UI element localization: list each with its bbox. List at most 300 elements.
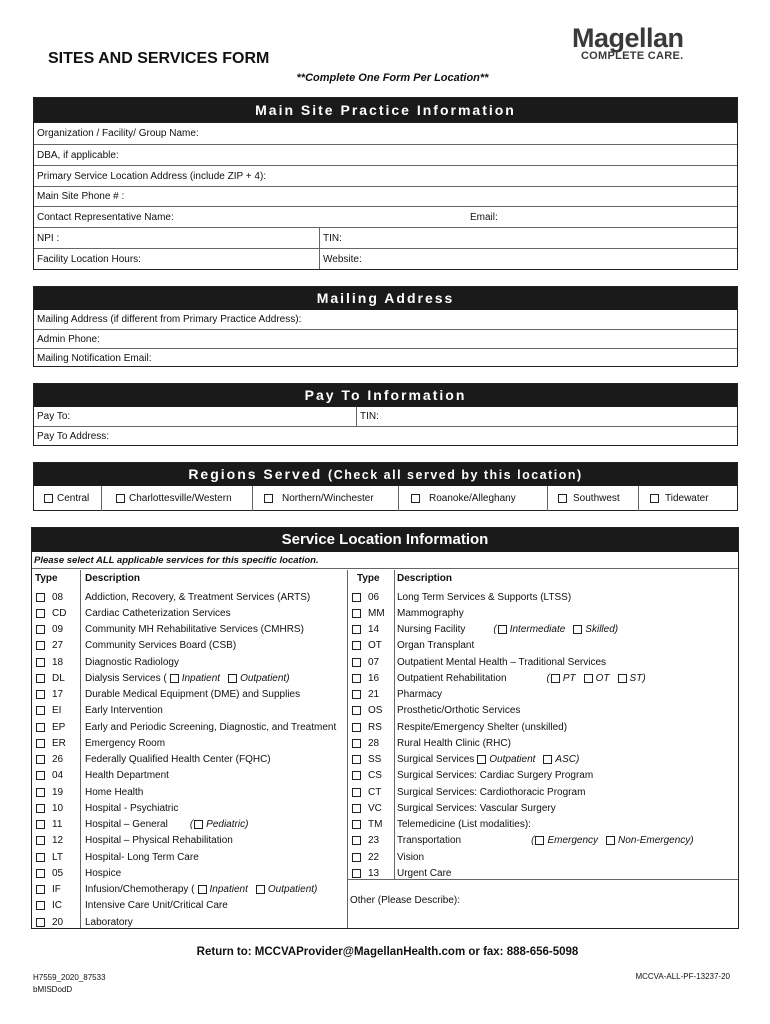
checkbox-icon[interactable]: [352, 771, 361, 780]
service-type-code: EP: [52, 721, 66, 733]
region-label: Charlottesville/Western: [129, 493, 232, 504]
form-id: MCCVA-ALL-PF-13237-20: [635, 972, 730, 981]
divider: [347, 570, 348, 928]
checkbox-icon[interactable]: [116, 494, 125, 503]
option-paren: (: [189, 819, 194, 831]
service-option[interactable]: [535, 835, 598, 846]
service-type-code: TM: [368, 819, 383, 831]
service-desc-text: Nursing Facility: [397, 624, 466, 636]
service-description: [85, 865, 121, 881]
service-row[interactable]: [36, 898, 62, 914]
service-desc-text: Surgical Services: Vascular Surgery: [397, 802, 556, 814]
service-description: [397, 752, 579, 768]
npi-label: NPI :: [37, 232, 60, 244]
service-option[interactable]: [477, 754, 535, 765]
service-type-code: CD: [52, 607, 67, 619]
service-option[interactable]: [606, 835, 694, 846]
service-row[interactable]: [36, 752, 63, 768]
checkbox-icon[interactable]: [477, 755, 486, 764]
service-description: [85, 849, 199, 865]
service-row[interactable]: [36, 719, 65, 735]
service-type-code: 07: [368, 656, 380, 668]
service-desc-text: Organ Transplant: [397, 640, 475, 652]
website-label: Website:: [323, 253, 362, 265]
checkbox-icon[interactable]: [44, 494, 53, 503]
service-row[interactable]: [352, 654, 379, 670]
checkbox-icon[interactable]: [411, 494, 420, 503]
checkbox-icon[interactable]: [36, 674, 45, 683]
service-row[interactable]: [36, 914, 63, 930]
contact-field[interactable]: [34, 206, 737, 227]
mailing-section: [33, 286, 738, 367]
service-row[interactable]: [352, 605, 385, 621]
service-row[interactable]: [352, 670, 379, 686]
checkbox-icon[interactable]: [352, 706, 361, 715]
checkbox-icon[interactable]: [256, 885, 265, 894]
regions-row: [34, 486, 737, 511]
service-option[interactable]: [543, 754, 579, 765]
checkbox-icon[interactable]: [352, 804, 361, 813]
checkbox-icon[interactable]: [352, 609, 361, 618]
service-description: [85, 882, 317, 898]
pay-to-label: Pay To:: [37, 411, 71, 422]
service-row[interactable]: [36, 589, 63, 605]
service-row[interactable]: [36, 687, 63, 703]
option-paren: (: [493, 624, 497, 636]
service-description: [397, 670, 646, 686]
service-desc-text: Early Intervention: [85, 705, 163, 717]
service-description: [85, 800, 178, 816]
service-type-code: CS: [368, 770, 382, 782]
region-northern[interactable]: [264, 486, 374, 511]
option-label: Emergency: [547, 835, 599, 847]
service-option[interactable]: [194, 819, 248, 830]
service-row[interactable]: [352, 784, 381, 800]
service-description: [85, 687, 300, 703]
option-label: Intermediate: [509, 624, 566, 636]
phone-field[interactable]: [34, 186, 737, 206]
region-label: Central: [57, 493, 90, 504]
region-southwest[interactable]: [558, 486, 620, 511]
region-label: Roanoke/Alleghany: [429, 493, 516, 504]
pay-to-heading: Pay To Information: [34, 384, 737, 407]
divider: [394, 570, 395, 879]
service-row[interactable]: [36, 638, 63, 654]
checkbox-icon[interactable]: [352, 674, 361, 683]
service-row[interactable]: [36, 865, 63, 881]
service-row[interactable]: [352, 752, 381, 768]
service-desc-text: Early and Periodic Screening, Diagnostic, and Treatment: [85, 721, 337, 733]
service-type-code: 18: [52, 656, 64, 668]
logo-main-text: Magellan: [572, 23, 684, 53]
tin-field[interactable]: [319, 228, 342, 248]
org-name-field[interactable]: [34, 123, 737, 144]
service-description: [85, 914, 133, 930]
mailing-address-field[interactable]: [34, 310, 737, 329]
service-type-code: VC: [368, 802, 382, 814]
checkbox-icon[interactable]: [352, 836, 361, 845]
service-description: [85, 622, 304, 638]
option-label: ASC): [555, 754, 580, 766]
form-subtitle: **Complete One Form Per Location**: [296, 72, 489, 84]
service-type-code: 10: [52, 802, 64, 814]
service-type-code: 12: [52, 835, 64, 847]
service-desc-text: Rural Health Clinic (RHC): [397, 737, 511, 749]
service-type-code: 20: [52, 916, 64, 928]
checkbox-icon[interactable]: [36, 625, 45, 634]
service-description: [85, 703, 163, 719]
service-type-code: 05: [52, 867, 64, 879]
service-description: [85, 719, 336, 735]
service-row[interactable]: [36, 849, 63, 865]
checkbox-icon[interactable]: [36, 918, 45, 927]
checkbox-icon[interactable]: [36, 820, 45, 829]
npi-field[interactable]: [34, 227, 737, 248]
service-desc-text: Surgical Services: Cardiac Surgery Program: [397, 770, 594, 782]
service-description: [85, 589, 310, 605]
service-description: [85, 833, 233, 849]
service-row[interactable]: [352, 865, 379, 881]
service-description: [85, 768, 169, 784]
checkbox-icon[interactable]: [36, 901, 45, 910]
service-option[interactable]: [618, 673, 646, 684]
checkbox-icon[interactable]: [352, 739, 361, 748]
service-row[interactable]: [36, 882, 61, 898]
checkbox-icon[interactable]: [352, 853, 361, 862]
checkbox-icon[interactable]: [352, 658, 361, 667]
service-row[interactable]: [352, 833, 379, 849]
service-type-code: SS: [368, 754, 382, 766]
dba-field[interactable]: [34, 144, 737, 165]
website-field[interactable]: [319, 249, 362, 269]
service-description: [85, 638, 236, 654]
service-desc-text: Surgical Services: [397, 754, 475, 766]
hours-field[interactable]: [34, 248, 737, 269]
service-type-code: 16: [368, 672, 380, 684]
service-type-code: 06: [368, 591, 380, 603]
option-label: Non-Emergency): [618, 835, 694, 847]
service-desc-text: Community MH Rehabilitative Services (CMHRS): [85, 624, 304, 636]
service-row[interactable]: [36, 735, 66, 751]
service-row[interactable]: [352, 849, 379, 865]
checkbox-icon[interactable]: [36, 723, 45, 732]
checkbox-icon[interactable]: [36, 788, 45, 797]
hours-label: Facility Location Hours:: [37, 253, 141, 265]
service-option[interactable]: [551, 673, 576, 684]
option-paren: (: [531, 835, 535, 847]
checkbox-icon[interactable]: [535, 836, 544, 845]
checkbox-icon[interactable]: [352, 593, 361, 602]
service-option[interactable]: [584, 673, 610, 684]
divider: [101, 486, 102, 511]
region-central[interactable]: [44, 486, 89, 511]
admin-phone-label: Admin Phone:: [37, 333, 100, 345]
service-type-code: IF: [52, 884, 61, 896]
divider: [638, 486, 639, 511]
service-desc-text: Long Term Services & Supports (LTSS): [397, 591, 572, 603]
service-type-code: OS: [368, 705, 383, 717]
service-description: [397, 605, 464, 621]
service-desc-text: Health Department: [85, 770, 169, 782]
service-desc-text: Prosthetic/Orthotic Services: [397, 705, 521, 717]
service-desc-text: Outpatient Mental Health – Traditional Services: [397, 656, 606, 668]
service-row[interactable]: [352, 768, 382, 784]
service-desc-text: Hospital – Physical Rehabilitation: [85, 835, 233, 847]
checkbox-icon[interactable]: [194, 820, 203, 829]
service-description: [397, 865, 451, 881]
service-type-code: RS: [368, 721, 382, 733]
service-description: [397, 817, 531, 833]
pay-to-section: [33, 383, 738, 446]
service-row[interactable]: [36, 605, 66, 621]
checkbox-icon[interactable]: [543, 755, 552, 764]
service-desc-text: Hospital - Psychiatric: [85, 802, 179, 814]
service-row[interactable]: [36, 817, 62, 833]
service-type-code: 17: [52, 689, 64, 701]
checkbox-icon[interactable]: [36, 690, 45, 699]
magellan-logo: [572, 24, 684, 62]
service-desc-text: Infusion/Chemotherapy (: [85, 884, 195, 896]
service-description: [397, 703, 520, 719]
service-desc-text: Transportation: [397, 835, 462, 847]
other-describe-label[interactable]: Other (Please Describe):: [350, 894, 461, 906]
email-label: Email:: [470, 211, 498, 223]
checkbox-icon[interactable]: [606, 836, 615, 845]
option-paren: (: [546, 672, 550, 684]
regions-heading-text: Regions Served: [188, 466, 323, 482]
service-desc-text: Cardiac Catheterization Services: [85, 607, 231, 619]
left-desc-header: Description: [85, 573, 141, 584]
right-type-header: Type: [357, 573, 380, 584]
service-row[interactable]: [36, 654, 63, 670]
service-type-code: CT: [368, 786, 382, 798]
dba-label: DBA, if applicable:: [37, 149, 119, 161]
service-description: [85, 605, 231, 621]
service-row[interactable]: [36, 833, 63, 849]
checkbox-icon[interactable]: [584, 674, 593, 683]
service-option[interactable]: [170, 673, 220, 684]
service-row[interactable]: [36, 768, 63, 784]
service-option[interactable]: [573, 624, 618, 635]
service-description: [85, 654, 179, 670]
checkbox-icon[interactable]: [36, 869, 45, 878]
service-desc-text: Addiction, Recovery, & Treatment Services (ARTS): [85, 591, 311, 603]
notify-email-field[interactable]: [34, 348, 737, 367]
option-label: Skilled): [585, 624, 619, 636]
service-row[interactable]: [36, 703, 61, 719]
service-type-code: 26: [52, 754, 64, 766]
main-site-heading: Main Site Practice Information: [34, 98, 737, 123]
footer-code-1: H7559_2020_87533: [33, 973, 106, 982]
checkbox-icon[interactable]: [352, 723, 361, 732]
checkbox-icon[interactable]: [352, 625, 361, 634]
option-label: Outpatient): [240, 672, 290, 684]
service-description: [397, 719, 567, 735]
service-row[interactable]: [352, 817, 382, 833]
service-row[interactable]: [352, 703, 382, 719]
org-name-label: Organization / Facility/ Group Name:: [37, 128, 199, 139]
checkbox-icon[interactable]: [352, 690, 361, 699]
service-description: [85, 752, 271, 768]
checkbox-icon[interactable]: [36, 885, 45, 894]
service-row[interactable]: [36, 622, 63, 638]
region-charlottesville[interactable]: [116, 486, 232, 511]
phone-label: Main Site Phone # :: [37, 191, 125, 202]
option-label: Outpatient: [489, 754, 536, 766]
checkbox-icon[interactable]: [36, 706, 45, 715]
service-type-code: 28: [368, 737, 380, 749]
checkbox-icon[interactable]: [36, 658, 45, 667]
checkbox-icon[interactable]: [650, 494, 659, 503]
service-row[interactable]: [352, 800, 382, 816]
service-heading: Service Location Information: [32, 528, 738, 552]
checkbox-icon[interactable]: [36, 771, 45, 780]
checkbox-icon[interactable]: [36, 853, 45, 862]
service-desc-text: Hospital- Long Term Care: [85, 851, 199, 863]
service-desc-text: Federally Qualified Health Center (FQHC): [85, 754, 271, 766]
service-desc-text: Surgical Services: Cardiothoracic Program: [397, 786, 586, 798]
service-description: [85, 784, 143, 800]
checkbox-icon[interactable]: [558, 494, 567, 503]
service-desc-text: Dialysis Services (: [85, 672, 167, 684]
service-row[interactable]: [36, 784, 63, 800]
service-row[interactable]: [352, 687, 379, 703]
logo-sub-text: COMPLETE CARE.: [580, 50, 684, 62]
checkbox-icon[interactable]: [352, 641, 361, 650]
option-label: PT: [562, 672, 576, 684]
checkbox-icon[interactable]: [36, 739, 45, 748]
mailing-heading: Mailing Address: [34, 287, 737, 310]
service-description: [397, 687, 442, 703]
pay-to-field[interactable]: [34, 407, 737, 426]
service-option[interactable]: [256, 884, 317, 895]
checkbox-icon[interactable]: [36, 755, 45, 764]
service-type-code: EI: [52, 705, 62, 717]
service-type-code: 22: [368, 851, 380, 863]
service-description: [397, 638, 474, 654]
service-type-code: 19: [52, 786, 64, 798]
tin-label: TIN:: [323, 232, 342, 244]
service-type-code: 04: [52, 770, 64, 782]
service-desc-text: Laboratory: [85, 916, 133, 928]
service-type-code: 23: [368, 835, 380, 847]
regions-heading: [34, 463, 737, 486]
service-desc-text: Durable Medical Equipment (DME) and Supplies: [85, 689, 301, 701]
region-label: Southwest: [573, 493, 620, 504]
service-desc-text: Community Services Board (CSB): [85, 640, 237, 652]
service-row[interactable]: [352, 622, 379, 638]
pay-to-address-field[interactable]: [34, 426, 737, 445]
address-field[interactable]: [34, 165, 737, 186]
checkbox-icon[interactable]: [551, 674, 560, 683]
checkbox-icon[interactable]: [352, 869, 361, 878]
checkbox-icon[interactable]: [352, 788, 361, 797]
checkbox-icon[interactable]: [198, 885, 207, 894]
service-type-code: 13: [368, 867, 380, 879]
checkbox-icon[interactable]: [264, 494, 273, 503]
service-type-code: IC: [52, 900, 62, 912]
service-desc-text: Emergency Room: [85, 737, 166, 749]
service-row[interactable]: [352, 589, 379, 605]
service-row[interactable]: [36, 670, 65, 686]
service-description: [397, 800, 556, 816]
service-description: [397, 833, 694, 849]
checkbox-icon[interactable]: [36, 609, 45, 618]
checkbox-icon[interactable]: [36, 641, 45, 650]
service-desc-text: Outpatient Rehabilitation: [397, 672, 507, 684]
checkbox-icon[interactable]: [170, 674, 179, 683]
notify-email-label: Mailing Notification Email:: [37, 352, 152, 364]
checkbox-icon[interactable]: [36, 836, 45, 845]
checkbox-icon[interactable]: [498, 625, 507, 634]
service-type-code: 21: [368, 689, 380, 701]
service-desc-text: Intensive Care Unit/Critical Care: [85, 900, 228, 912]
pay-tin-field[interactable]: [356, 407, 379, 426]
checkbox-icon[interactable]: [228, 674, 237, 683]
service-type-code: LT: [52, 851, 63, 863]
region-roanoke[interactable]: [411, 486, 516, 511]
service-type-code: 14: [368, 624, 380, 636]
contact-label: Contact Representative Name:: [37, 211, 174, 223]
service-description: [85, 817, 248, 833]
checkbox-icon[interactable]: [352, 755, 361, 764]
service-row[interactable]: [352, 719, 382, 735]
region-tidewater[interactable]: [650, 486, 709, 511]
service-desc-text: Hospice: [85, 867, 122, 879]
pay-to-address-label: Pay To Address:: [37, 430, 110, 442]
footer-codes: [33, 972, 106, 996]
service-row[interactable]: [352, 638, 382, 654]
service-desc-text: Respite/Emergency Shelter (unskilled): [397, 721, 568, 733]
service-desc-text: Hospital – General: [85, 819, 168, 831]
service-type-code: 27: [52, 640, 64, 652]
service-location-section: [31, 527, 739, 929]
service-option[interactable]: [228, 673, 289, 684]
service-description: [397, 768, 593, 784]
service-row[interactable]: [352, 735, 379, 751]
checkbox-icon[interactable]: [352, 820, 361, 829]
service-option[interactable]: [498, 624, 566, 635]
service-option[interactable]: [198, 884, 248, 895]
left-type-header: Type: [35, 573, 58, 584]
service-type-code: MM: [368, 607, 385, 619]
service-description: [397, 654, 606, 670]
service-desc-text: Pharmacy: [397, 689, 443, 701]
service-desc-text: Telemedicine (List modalities):: [397, 819, 531, 831]
service-desc-text: Diagnostic Radiology: [85, 656, 179, 668]
service-description: [85, 670, 290, 686]
regions-section: [33, 462, 738, 511]
service-description: [397, 849, 424, 865]
admin-phone-field[interactable]: [34, 329, 737, 348]
return-instructions: Return to: MCCVAProvider@MagellanHealth.com or fax: 888-656-5098: [196, 946, 579, 958]
checkbox-icon[interactable]: [36, 804, 45, 813]
mailing-address-label: Mailing Address (if different from Primary Practice Address):: [37, 314, 302, 325]
service-description: [397, 622, 618, 638]
service-type-code: 09: [52, 624, 64, 636]
divider: [252, 486, 253, 511]
checkbox-icon[interactable]: [618, 674, 627, 683]
regions-heading-note: (Check all served by this location): [328, 468, 583, 482]
checkbox-icon[interactable]: [573, 625, 582, 634]
service-note: Please select ALL applicable services for this specific location.: [32, 552, 738, 569]
service-row[interactable]: [36, 800, 63, 816]
address-label: Primary Service Location Address (include ZIP + 4):: [37, 170, 267, 182]
service-desc-text: Mammography: [397, 607, 464, 619]
service-desc-text: Home Health: [85, 786, 144, 798]
checkbox-icon[interactable]: [36, 593, 45, 602]
service-description: [397, 784, 585, 800]
